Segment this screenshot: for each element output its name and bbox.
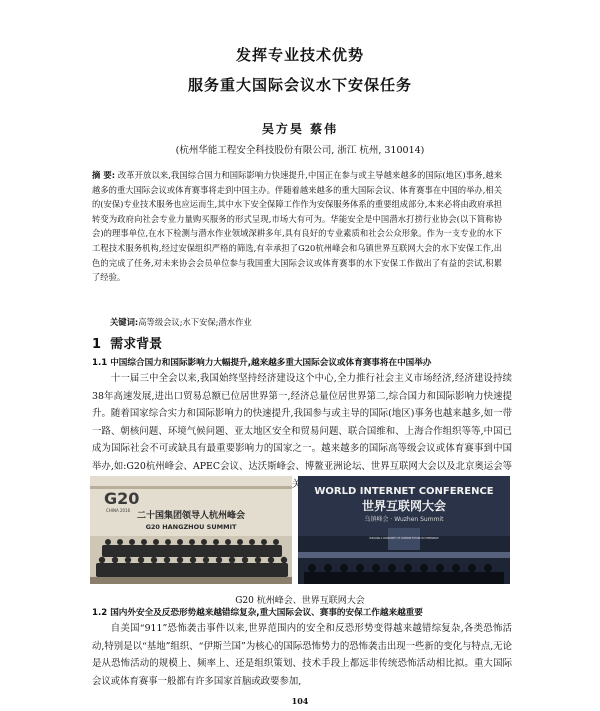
g20-photo <box>90 476 292 584</box>
abstract-label: 摘 要: <box>92 170 116 180</box>
paper-title-line2: 服务重大国际会议水下安保任务 <box>187 76 412 94</box>
paper-authors: 吴方昊 蔡伟 <box>261 122 339 136</box>
paragraph-1-text: 十一届三中全会以来,我国始终坚持经济建设这个中心,全力推行社会主义市场经济,经济建设持续38年高速发展,进出口贸易总额已位居世界第一,经济总量位居世界第二,综合国力和国际影响力快速提升。随着国家综合实力和国际影响力的快速提升,我国参与或主导的国际(地区)事务也越来越多,如一带一路、朝核问题、环境气候问题、亚太地区安全和贸易问题、联合国维和、上海合作组织等等,中国已成为国际社会不可或缺具有最重要影响力的国家之一。越来越多的国际高等级会议或体育赛事到中国举办,如:G20杭州峰会、APEC会议、达沃斯峰会、博鳌亚洲论坛、世界互联网大会以及北京奥运会等 的举办,相关的高等级 <box>92 373 512 490</box>
section-heading <box>92 333 162 352</box>
section-number: 1 <box>92 337 102 352</box>
keywords <box>110 316 502 328</box>
keywords-text: 高等级会议;水下安保;潜水作业 <box>138 317 252 327</box>
g20-banner-en: G20 HANGZHOU SUMMIT <box>145 523 237 531</box>
abstract <box>92 168 502 285</box>
subsection-1-1-title: 1.1 中国综合国力和国际影响力大幅提升,越来越多重大国际会议或体育赛事将在中国举办 <box>92 358 432 368</box>
figure-photo-g20 <box>90 476 292 584</box>
paper-affiliation: (杭州华能工程安全科技股份有限公司, 浙江 杭州, 310014) <box>175 145 425 156</box>
wic-banner-cn: 世界互联网大会 <box>361 499 447 513</box>
g20-banner-cn: 二十国集团领导人杭州峰会 <box>136 511 246 521</box>
page-number: 104 <box>291 696 309 706</box>
section-title: 需求背景 <box>110 337 163 352</box>
wic-banner-en: WORLD INTERNET CONFERENCE <box>314 486 494 497</box>
abstract-text: 改革开放以来,我国综合国力和国际影响力快速提升,中国正在参与或主导越来越多的国际(地区)事务,越来越多的重大国际会议或体育赛事将走到中国主办。伴随着越来越多的重大国际会议、体育赛事在中国的举办,相关的(安保)专业技术服务也应运而生,其中水下安全保障工作作为安保服务体系的重要组成部分,本来必将由政府承担转变为政府向社会专业力量购买服务的形式呈现,市场大有可为。华能安全是中国潜水打捞行业协会(以下简称协会)的理事单位,在水下检测与潜水作业领域深耕多年,具有良好的专业素质和社会公众形象。作为一支专业的水下工程技术服务机构,经过安保组织严格的筛选,有幸承担了G20杭州峰会和乌镇世界互联网大会的水下安保工作,出色的完成了任务,对未来协会会员单位参与我国重大国际会议或体育赛事的水下安保工作做出了有益的尝试,积累了经验。 <box>92 170 503 283</box>
body-paragraph-2 <box>92 620 512 690</box>
figure-caption: G20 杭州峰会、世界互联网大会 <box>235 596 365 606</box>
wic-banner-sub: 乌镇峰会 · Wuzhen Summit <box>364 516 444 523</box>
wic-podium-text: BUILDING A COMMUNITY OF COMMON FUTURE IN CYBERSPACE <box>369 537 439 540</box>
g20-logo-sub: CHINA 2016 <box>106 508 131 513</box>
subsection-1-2-title: 1.2 国内外安全及反恐形势越来越错综复杂,重大国际会议、赛事的安保工作越来越重要 <box>92 608 423 618</box>
g20-logo: G20 <box>104 489 140 508</box>
paragraph-2-text: 自美国“911”恐怖袭击事件以来,世界范围内的安全和反恐形势变得越来越错综复杂,各类恐怖活动,特别是以“基地”组织、“伊斯兰国”为核心的国际恐怖势力的恐怖袭击出现一些新的变化与特点,无论是从恐怖活动的规模上、频率上、还是组织策划、技术手段上都远非传统恐怖活动相比拟。重大国际会议或体育赛事一般都有许多国家首脑或政要参加, <box>92 623 512 687</box>
figure-photo-wic <box>298 476 510 584</box>
keywords-label: 关键词: <box>110 317 139 327</box>
body-paragraph-1 <box>92 370 512 493</box>
paper-title-line1: 发挥专业技术优势 <box>235 46 364 64</box>
wic-photo <box>298 476 510 584</box>
